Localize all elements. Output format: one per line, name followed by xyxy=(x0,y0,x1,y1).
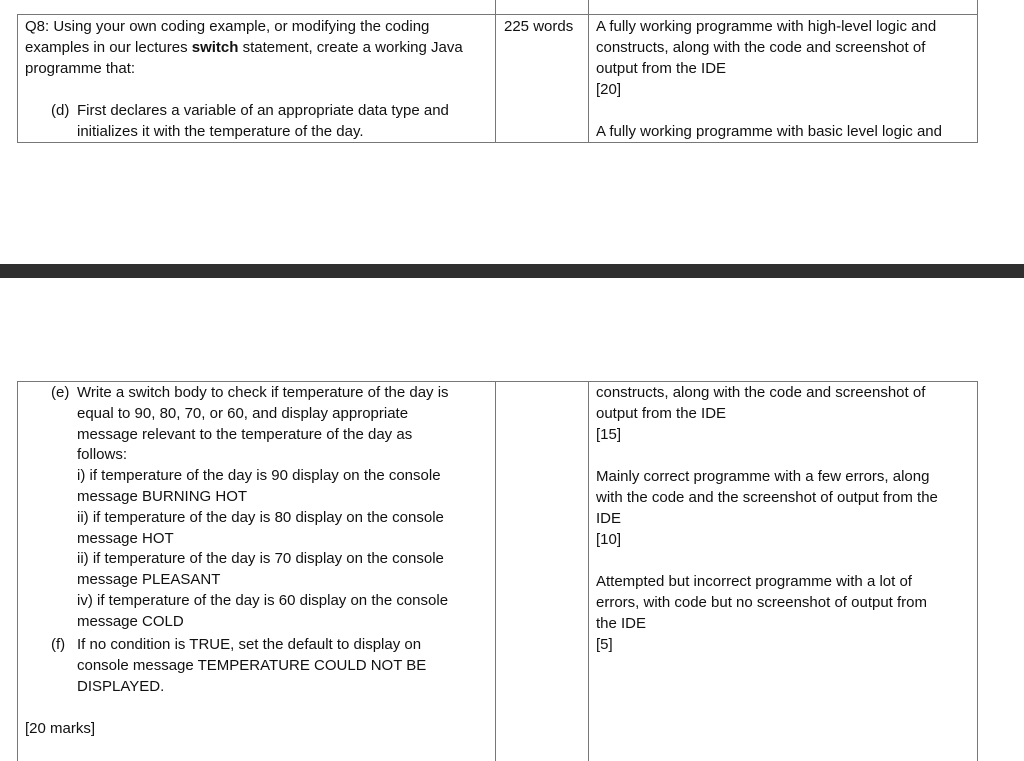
question-line-1 xyxy=(25,17,429,38)
top-table-border-right xyxy=(977,0,978,143)
item-e-line: message HOT xyxy=(77,529,174,547)
list-marker-e: (e) xyxy=(51,384,70,401)
bottom-table-divider-2 xyxy=(588,381,589,761)
bottom-table-divider-1 xyxy=(495,381,496,761)
criteria-line: Attempted but incorrect programme with a lot of xyxy=(596,573,912,590)
item-e-line: message BURNING HOT xyxy=(77,487,248,505)
item-f-line: If no condition is TRUE, set the default to display on xyxy=(77,636,422,653)
item-e-line: message relevant to the temperature of the day as xyxy=(77,425,413,443)
word-limit-cell-continued xyxy=(504,383,586,753)
criteria-cell-continued xyxy=(596,383,974,753)
item-f-line: DISPLAYED. xyxy=(77,677,165,695)
criteria-mark: [20] xyxy=(596,81,622,98)
criteria-line: IDE xyxy=(596,510,622,527)
criteria-mark: [10] xyxy=(596,531,622,548)
item-e-line: ii) if temperature of the day is 80 display on the console xyxy=(77,508,444,526)
question-line-2-before: examples in our lectures xyxy=(25,39,192,56)
marks-total: [20 marks] xyxy=(25,720,96,737)
list-marker-d: (d) xyxy=(51,102,70,119)
top-table-border-top xyxy=(17,14,978,15)
item-e-line: i) if temperature of the day is 90 display on the console xyxy=(77,467,441,485)
item-e-line: Write a switch body to check if temperature of the day is xyxy=(77,384,449,401)
criteria-mark: [5] xyxy=(596,636,613,653)
switch-keyword: switch xyxy=(191,39,239,56)
criteria-line: errors, with code but no screenshot of output from xyxy=(596,594,928,611)
bottom-table-border-right xyxy=(977,381,978,761)
criteria-line: constructs, along with the code and screenshot of xyxy=(596,384,926,401)
top-table-divider-2 xyxy=(588,0,589,143)
item-e-line: equal to 90, 80, 70, or 60, and display appropriate xyxy=(77,404,409,422)
item-e-line: message PLEASANT xyxy=(77,571,221,589)
criteria-line: Mainly correct programme with a few errors, along xyxy=(596,468,930,485)
criteria-line: with the code and the screenshot of output from the xyxy=(596,489,938,506)
question-line-2 xyxy=(25,38,463,59)
criteria-line: output from the IDE xyxy=(596,405,727,422)
top-table-border-left xyxy=(17,14,18,143)
item-d-line: initializes it with the temperature of the day. xyxy=(77,122,364,140)
item-f-line: console message TEMPERATURE COULD NOT BE xyxy=(77,656,427,674)
criteria-line: output from the IDE xyxy=(596,60,727,77)
word-limit-text: 225 words xyxy=(504,18,574,35)
criteria-mark: [15] xyxy=(596,426,622,443)
question-line-3: programme that: xyxy=(25,60,136,77)
criteria-continued-line: A fully working programme with basic level logic and xyxy=(596,123,942,140)
criteria-line: the IDE xyxy=(596,615,647,632)
page-break-bar xyxy=(0,264,1024,278)
list-body-f xyxy=(77,635,426,697)
bottom-table-border-top xyxy=(17,381,978,382)
list-marker-f: (f) xyxy=(51,636,66,653)
item-e-line: iv) if temperature of the day is 60 display on the console xyxy=(77,591,449,609)
question-intro-text: Q8: Using your own coding example, or modifying the coding xyxy=(25,18,430,35)
bottom-table-border-left xyxy=(17,381,18,761)
top-table-divider-1 xyxy=(495,0,496,143)
item-e-line: message COLD xyxy=(77,612,184,630)
list-body-d xyxy=(77,101,449,143)
criteria-line: constructs, along with the code and screenshot of xyxy=(596,39,926,56)
item-e-line: follows: xyxy=(77,446,128,464)
criteria-line: A fully working programme with high-level logic and xyxy=(596,18,937,35)
list-body-e xyxy=(77,383,449,633)
question-line-2-after: statement, create a working Java xyxy=(238,39,463,56)
question-cell-continued xyxy=(25,383,493,753)
question-cell xyxy=(25,17,493,141)
item-e-line: ii) if temperature of the day is 70 display on the console xyxy=(77,550,444,568)
item-d-line: First declares a variable of an appropriate data type and xyxy=(77,102,449,119)
